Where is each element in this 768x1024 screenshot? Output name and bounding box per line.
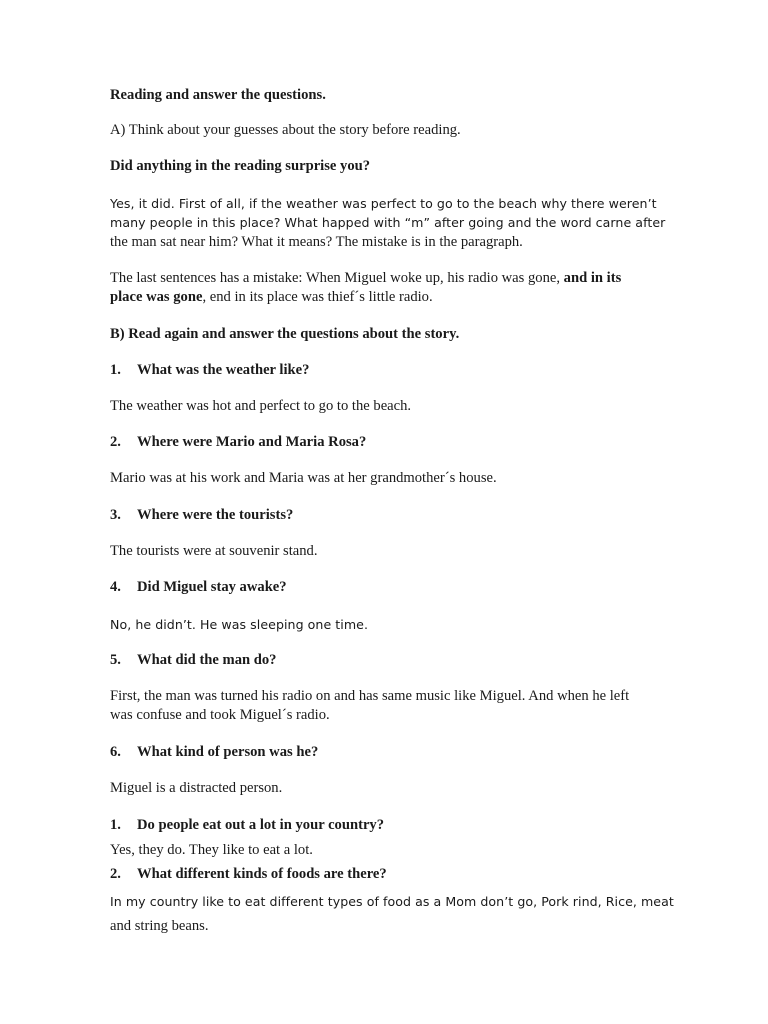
question-number: 2.: [110, 434, 121, 450]
question-item: [110, 816, 660, 835]
mistake-paragraph-line2: [110, 288, 660, 307]
answer-text: Mario was at his work and Maria was at her grandmother´s house.: [110, 470, 497, 486]
answer-text: Yes, they do. They like to eat a lot.: [110, 842, 313, 858]
section-a-instruction: A) Think about your guesses about the story before reading.: [110, 122, 461, 138]
question-text: Did Miguel stay awake?: [137, 579, 287, 595]
question-item: [110, 651, 660, 670]
question-number: 5.: [110, 652, 121, 668]
question-number: 3.: [110, 507, 121, 523]
question-number: 1.: [110, 362, 121, 378]
mistake-text: The last sentences has a mistake: When Miguel woke up, his radio was gone,: [110, 270, 564, 286]
question-item: [110, 506, 660, 525]
question-number: 2.: [110, 866, 121, 882]
mistake-paragraph-line1: [110, 269, 660, 288]
question-number: 1.: [110, 817, 121, 833]
question-item: [110, 578, 660, 597]
question-item: [110, 433, 660, 452]
section-a-answer-line: many people in this place? What happed with “m” after going and the word carne after: [110, 215, 666, 230]
question-text: What different kinds of foods are there?: [137, 866, 387, 882]
answer-text: First, the man was turned his radio on and has same music like Miguel. And when he left: [110, 688, 630, 704]
mistake-bold-text: place was gone: [110, 289, 203, 305]
question-number: 4.: [110, 579, 121, 595]
question-text: Where were the tourists?: [137, 507, 294, 523]
question-item: [110, 865, 660, 884]
mistake-text: , end in its place was thief´s little radio.: [202, 289, 433, 305]
question-item: [110, 361, 660, 380]
answer-text: The weather was hot and perfect to go to the beach.: [110, 398, 412, 414]
question-text: What kind of person was he?: [137, 744, 319, 760]
question-item: [110, 743, 660, 762]
mistake-bold-text: and in its: [563, 270, 622, 286]
question-text: Where were Mario and Maria Rosa?: [137, 434, 367, 450]
answer-text: In my country like to eat different types of food as a Mom don’t go, Pork rind, Rice, meat: [110, 894, 674, 909]
section-b-instruction: B) Read again and answer the questions about the story.: [110, 326, 460, 342]
question-text: What did the man do?: [137, 652, 277, 668]
answer-text: and string beans.: [110, 918, 209, 934]
section-a-answer-line: Yes, it did. First of all, if the weather was perfect to go to the beach why there weren’t: [110, 196, 657, 211]
section-a-question: Did anything in the reading surprise you?: [110, 158, 371, 174]
question-number: 6.: [110, 744, 121, 760]
question-text: What was the weather like?: [137, 362, 310, 378]
answer-text: Miguel is a distracted person.: [110, 780, 283, 796]
section-a-answer-line: the man sat near him? What it means? The mistake is in the paragraph.: [110, 234, 523, 250]
answer-text: was confuse and took Miguel´s radio.: [110, 707, 330, 723]
document-title: Reading and answer the questions.: [110, 87, 326, 103]
question-text: Do people eat out a lot in your country?: [137, 817, 385, 833]
answer-text: The tourists were at souvenir stand.: [110, 543, 318, 559]
answer-text: No, he didn’t. He was sleeping one time.: [110, 617, 369, 632]
